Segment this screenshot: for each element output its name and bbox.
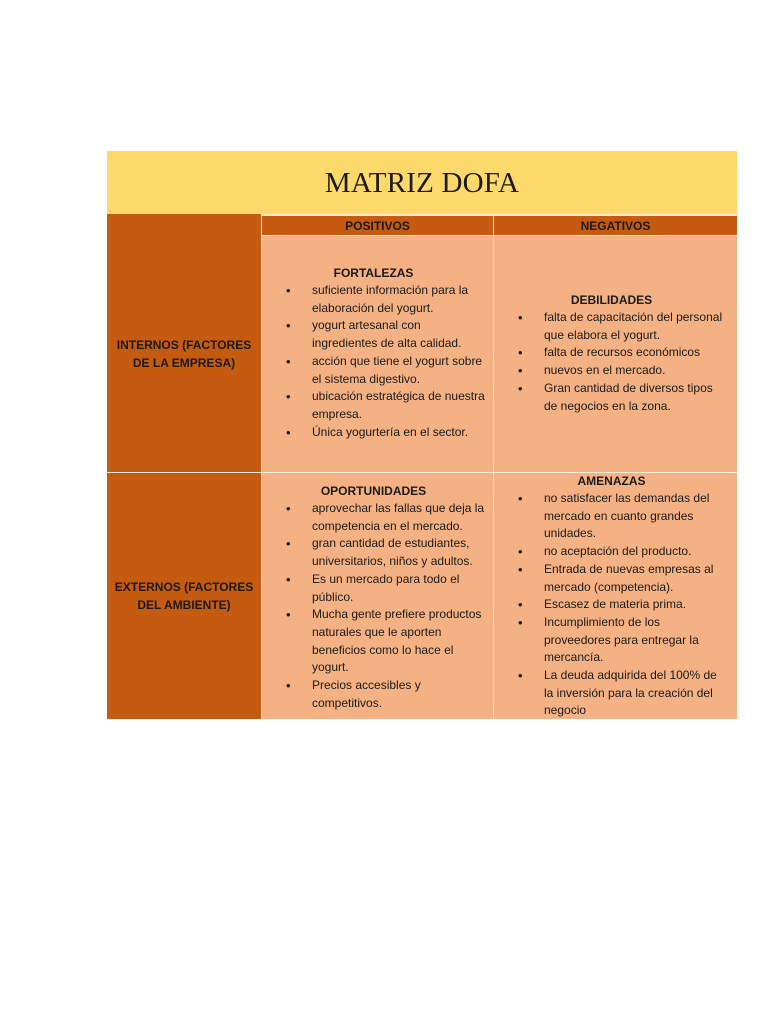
opportunities-title: OPORTUNIDADES bbox=[320, 484, 427, 498]
list-item: • yogurt artesanal con ingredientes de alta calidad. bbox=[286, 317, 485, 352]
list-item: • gran cantidad de estudiantes, universitarios, niños y adultos. bbox=[286, 535, 485, 570]
threats-list bbox=[518, 490, 729, 720]
weaknesses-list bbox=[518, 309, 729, 415]
row-label-external: EXTERNOS (FACTORES DEL AMBIENTE) bbox=[107, 473, 261, 719]
corner-cell bbox=[107, 214, 261, 235]
list-item: • no aceptación del producto. bbox=[518, 543, 729, 561]
strengths-list bbox=[286, 282, 485, 441]
title-row bbox=[107, 151, 737, 214]
list-item: • ubicación estratégica de nuestra empresa. bbox=[286, 388, 485, 423]
list-item: • aprovechar las fallas que deja la competencia en el mercado. bbox=[286, 500, 485, 535]
list-item: • Precios accesibles y competitivos. bbox=[286, 677, 485, 712]
opportunities-cell bbox=[262, 473, 493, 719]
list-item: • Incumplimiento de los proveedores para entregar la mercancía. bbox=[518, 614, 729, 667]
threats-cell bbox=[494, 473, 737, 719]
list-item: • nuevos en el mercado. bbox=[518, 362, 729, 380]
column-header-negative: NEGATIVOS bbox=[494, 216, 737, 235]
list-item: • Única yogurtería en el sector. bbox=[286, 424, 485, 442]
opportunities-list bbox=[286, 500, 485, 712]
matrix-title: MATRIZ DOFA bbox=[324, 167, 520, 199]
list-item: • acción que tiene el yogurt sobre el sistema digestivo. bbox=[286, 353, 485, 388]
threats-title: AMENAZAS bbox=[577, 474, 646, 488]
list-item: • falta de capacitación del personal que elabora el yogurt. bbox=[518, 309, 729, 344]
list-item: • Escasez de materia prima. bbox=[518, 596, 729, 614]
list-item: • falta de recursos económicos bbox=[518, 344, 729, 362]
list-item: • suficiente información para la elaboración del yogurt. bbox=[286, 282, 485, 317]
column-header-positive: POSITIVOS bbox=[262, 216, 493, 235]
list-item: • La deuda adquirida del 100% de la inversión para la creación del negocio bbox=[518, 667, 729, 720]
row-label-internal: INTERNOS (FACTORES DE LA EMPRESA) bbox=[107, 235, 261, 472]
weaknesses-cell bbox=[494, 236, 737, 472]
list-item: • Mucha gente prefiere productos naturales que le aporten beneficios como lo hace el yogurt. bbox=[286, 606, 485, 677]
list-item: • Es un mercado para todo el público. bbox=[286, 571, 485, 606]
strengths-title: FORTALEZAS bbox=[333, 266, 414, 280]
list-item: • Gran cantidad de diversos tipos de negocios en la zona. bbox=[518, 380, 729, 415]
list-item: • no satisfacer las demandas del mercado en cuanto grandes unidades. bbox=[518, 490, 729, 543]
list-item: • Entrada de nuevas empresas al mercado (competencia). bbox=[518, 561, 729, 596]
weaknesses-title: DEBILIDADES bbox=[570, 293, 653, 307]
strengths-cell bbox=[262, 236, 493, 472]
dofa-matrix-table bbox=[107, 151, 737, 719]
